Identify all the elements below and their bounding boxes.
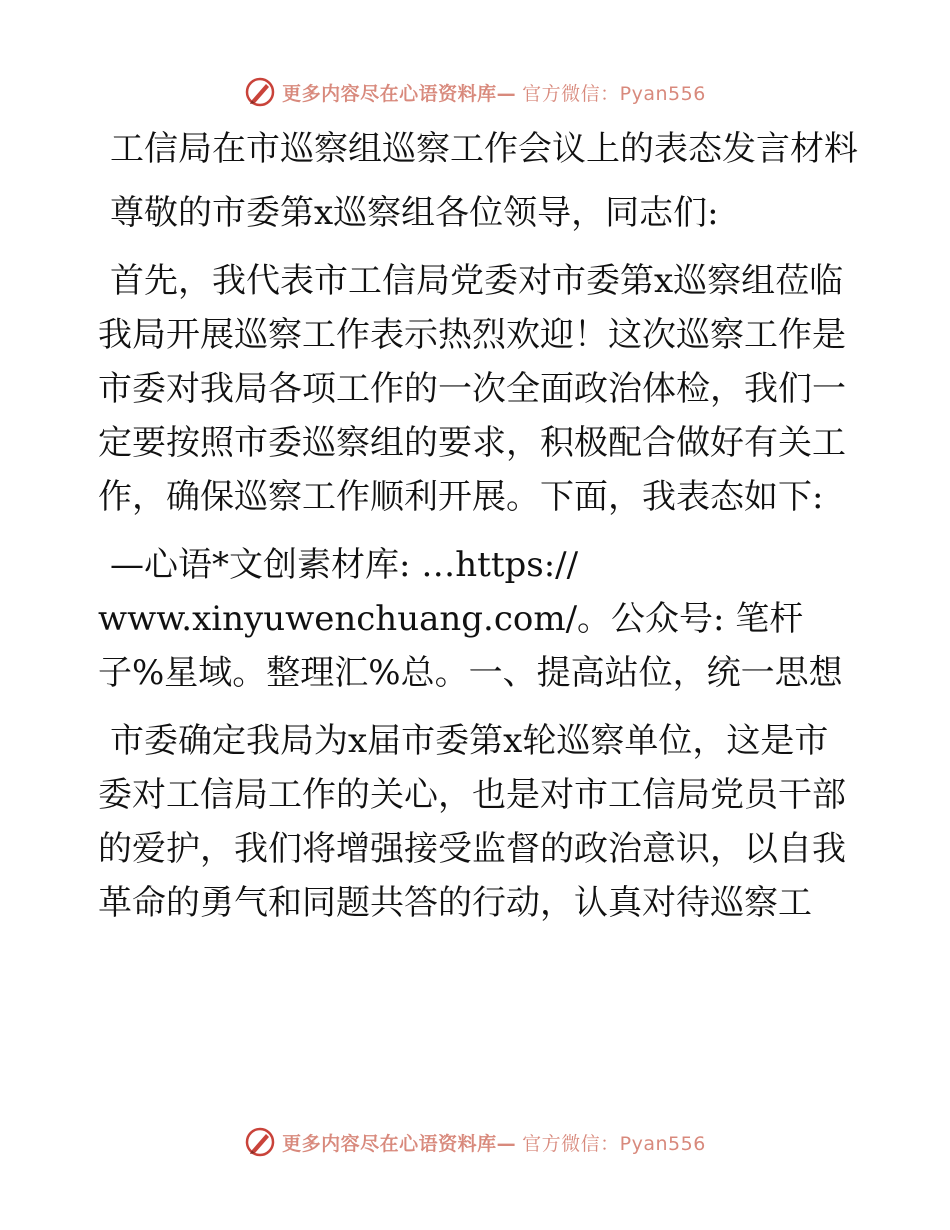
header-banner-text: 更多内容尽在心语资料库— bbox=[282, 82, 517, 105]
footer-banner-wechat: 官方微信：Pyan556 bbox=[522, 1132, 706, 1155]
quill-logo-icon bbox=[244, 76, 276, 108]
header-banner bbox=[0, 72, 950, 112]
paragraph-committee: 市委确定我局为x届市委第x轮巡察单位，这是市委对工信局工作的关心，也是对市工信局党员干部的爱护，我们将增强接受监督的政治意识，以自我革命的勇气和同题共答的行动，认真对待巡察工 bbox=[98, 721, 846, 923]
greeting: 尊敬的市委第x巡察组各位领导，同志们: bbox=[110, 193, 719, 233]
document-title: 工信局在市巡察组巡察工作会议上的表态发言材料 bbox=[110, 129, 858, 169]
footer-banner-text: 更多内容尽在心语资料库— bbox=[282, 1132, 517, 1155]
footer-banner bbox=[0, 1122, 950, 1162]
source-line-2: www.xinyuwenchuang.com/。公众号: 笔杆子%星域。整理汇%总。一、提高站位，统一思想 bbox=[98, 599, 843, 693]
paragraph-opening: 首先，我代表市工信局党委对市委第x巡察组莅临我局开展巡察工作表示热烈欢迎！这次巡察工作是市委对我局各项工作的一次全面政治体检，我们一定要按照市委巡察组的要求，积极配合做好有关工作，确保巡察工作顺利开展。下面，我表态如下: bbox=[98, 261, 846, 517]
header-banner-wechat: 官方微信：Pyan556 bbox=[522, 82, 706, 105]
source-line-1: —心语*文创素材库: …https:// bbox=[110, 545, 579, 585]
quill-logo-icon bbox=[244, 1126, 276, 1158]
source-note bbox=[98, 538, 858, 700]
document-body bbox=[98, 122, 858, 930]
